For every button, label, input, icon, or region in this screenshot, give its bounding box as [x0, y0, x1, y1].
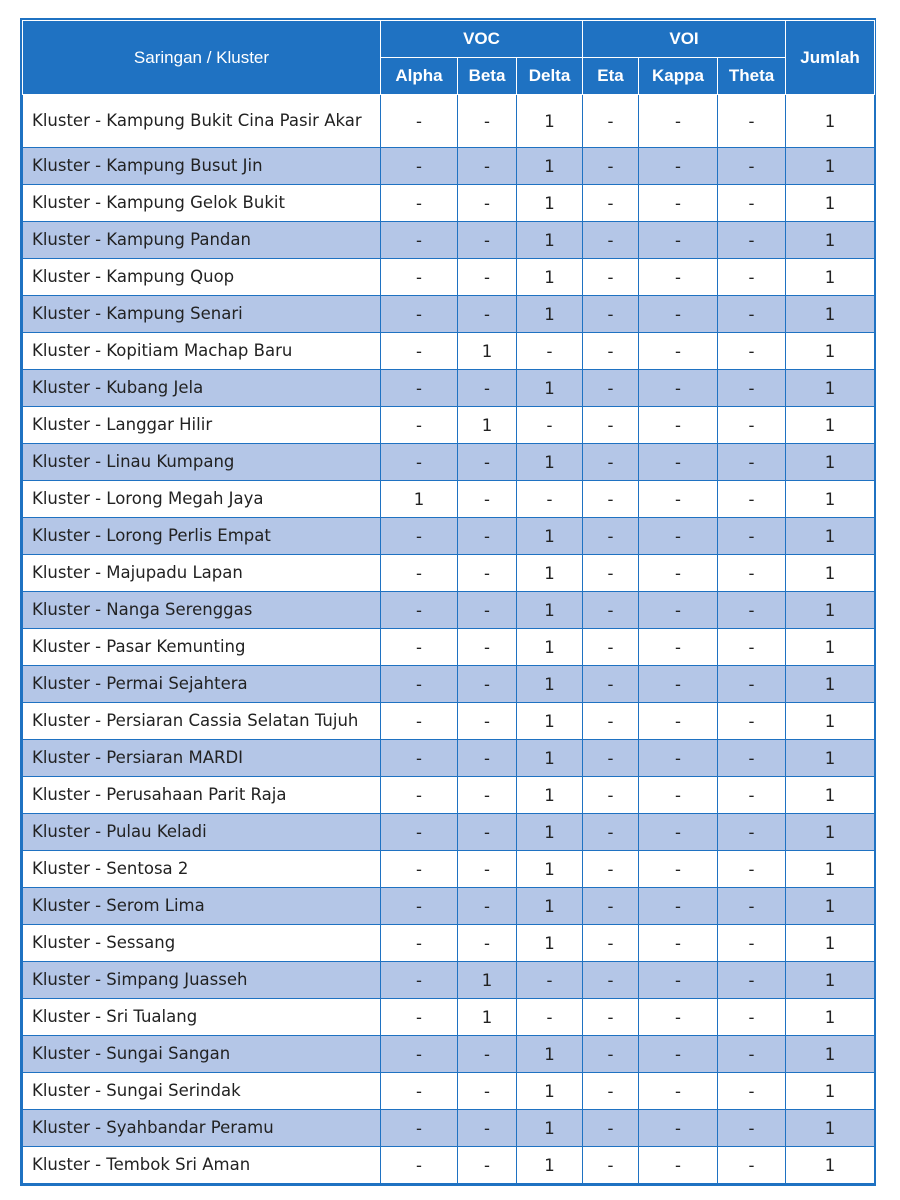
- table-row: [23, 999, 875, 1036]
- count-cell-alpha: -: [381, 814, 458, 851]
- count-cell-eta: -: [583, 814, 639, 851]
- count-cell-eta: -: [583, 1073, 639, 1110]
- table-row: [23, 518, 875, 555]
- count-cell-eta: -: [583, 629, 639, 666]
- table-row: [23, 888, 875, 925]
- cluster-name-cell: Kluster - Lorong Megah Jaya: [23, 481, 381, 518]
- count-cell-alpha: 1: [381, 481, 458, 518]
- header-variant-kappa: Kappa: [639, 58, 718, 95]
- count-cell-alpha: -: [381, 629, 458, 666]
- table-header: [23, 21, 875, 95]
- count-cell-delta: 1: [517, 703, 583, 740]
- header-variant-eta: Eta: [583, 58, 639, 95]
- header-group-voc: VOC: [381, 21, 583, 58]
- count-cell-kappa: -: [639, 925, 718, 962]
- cluster-name-cell: Kluster - Perusahaan Parit Raja: [23, 777, 381, 814]
- count-cell-theta: -: [718, 999, 786, 1036]
- cluster-name-cell: Kluster - Serom Lima: [23, 888, 381, 925]
- count-cell-theta: -: [718, 518, 786, 555]
- header-total-column: Jumlah: [786, 21, 875, 95]
- total-cell: 1: [786, 222, 875, 259]
- count-cell-beta: -: [458, 814, 517, 851]
- total-cell: 1: [786, 481, 875, 518]
- cluster-name-cell: Kluster - Pasar Kemunting: [23, 629, 381, 666]
- count-cell-delta: 1: [517, 814, 583, 851]
- cluster-name-cell: Kluster - Sentosa 2: [23, 851, 381, 888]
- count-cell-kappa: -: [639, 555, 718, 592]
- count-cell-delta: 1: [517, 95, 583, 148]
- count-cell-eta: -: [583, 222, 639, 259]
- cluster-name-cell: Kluster - Kampung Gelok Bukit: [23, 185, 381, 222]
- count-cell-delta: 1: [517, 222, 583, 259]
- count-cell-alpha: -: [381, 925, 458, 962]
- count-cell-delta: 1: [517, 629, 583, 666]
- count-cell-beta: 1: [458, 962, 517, 999]
- count-cell-eta: -: [583, 703, 639, 740]
- cluster-name-cell: Kluster - Kampung Pandan: [23, 222, 381, 259]
- count-cell-alpha: -: [381, 1147, 458, 1184]
- count-cell-theta: -: [718, 629, 786, 666]
- count-cell-beta: -: [458, 444, 517, 481]
- cluster-name-cell: Kluster - Kampung Quop: [23, 259, 381, 296]
- count-cell-kappa: -: [639, 666, 718, 703]
- count-cell-kappa: -: [639, 1073, 718, 1110]
- count-cell-kappa: -: [639, 95, 718, 148]
- table-row: [23, 370, 875, 407]
- count-cell-kappa: -: [639, 962, 718, 999]
- count-cell-kappa: -: [639, 629, 718, 666]
- count-cell-theta: -: [718, 925, 786, 962]
- count-cell-kappa: -: [639, 222, 718, 259]
- count-cell-alpha: -: [381, 777, 458, 814]
- count-cell-theta: -: [718, 296, 786, 333]
- count-cell-beta: 1: [458, 333, 517, 370]
- count-cell-delta: 1: [517, 888, 583, 925]
- total-cell: 1: [786, 703, 875, 740]
- cluster-name-cell: Kluster - Kopitiam Machap Baru: [23, 333, 381, 370]
- total-cell: 1: [786, 148, 875, 185]
- table-row: [23, 148, 875, 185]
- count-cell-theta: -: [718, 1110, 786, 1147]
- count-cell-beta: -: [458, 1036, 517, 1073]
- count-cell-delta: 1: [517, 1073, 583, 1110]
- count-cell-beta: -: [458, 740, 517, 777]
- count-cell-theta: -: [718, 555, 786, 592]
- count-cell-delta: 1: [517, 1110, 583, 1147]
- count-cell-delta: 1: [517, 1147, 583, 1184]
- count-cell-eta: -: [583, 333, 639, 370]
- count-cell-beta: -: [458, 296, 517, 333]
- count-cell-kappa: -: [639, 1110, 718, 1147]
- count-cell-theta: -: [718, 148, 786, 185]
- count-cell-alpha: -: [381, 962, 458, 999]
- count-cell-kappa: -: [639, 592, 718, 629]
- total-cell: 1: [786, 851, 875, 888]
- table-row: [23, 962, 875, 999]
- cluster-name-cell: Kluster - Sri Tualang: [23, 999, 381, 1036]
- count-cell-delta: 1: [517, 740, 583, 777]
- cluster-name-cell: Kluster - Persiaran Cassia Selatan Tujuh: [23, 703, 381, 740]
- count-cell-eta: -: [583, 962, 639, 999]
- count-cell-alpha: -: [381, 999, 458, 1036]
- count-cell-alpha: -: [381, 518, 458, 555]
- count-cell-delta: 1: [517, 925, 583, 962]
- count-cell-delta: 1: [517, 444, 583, 481]
- table-row: [23, 592, 875, 629]
- count-cell-theta: -: [718, 666, 786, 703]
- count-cell-beta: -: [458, 222, 517, 259]
- total-cell: 1: [786, 814, 875, 851]
- count-cell-beta: -: [458, 148, 517, 185]
- count-cell-kappa: -: [639, 148, 718, 185]
- table-row: [23, 481, 875, 518]
- table-row: [23, 1110, 875, 1147]
- count-cell-beta: -: [458, 1110, 517, 1147]
- total-cell: 1: [786, 777, 875, 814]
- count-cell-beta: -: [458, 777, 517, 814]
- count-cell-beta: -: [458, 925, 517, 962]
- cluster-name-cell: Kluster - Lorong Perlis Empat: [23, 518, 381, 555]
- count-cell-delta: 1: [517, 592, 583, 629]
- count-cell-kappa: -: [639, 407, 718, 444]
- table-row: [23, 444, 875, 481]
- count-cell-beta: -: [458, 95, 517, 148]
- count-cell-delta: 1: [517, 666, 583, 703]
- count-cell-delta: 1: [517, 555, 583, 592]
- count-cell-delta: -: [517, 481, 583, 518]
- count-cell-eta: -: [583, 1036, 639, 1073]
- count-cell-theta: -: [718, 407, 786, 444]
- total-cell: 1: [786, 629, 875, 666]
- cluster-name-cell: Kluster - Kubang Jela: [23, 370, 381, 407]
- count-cell-alpha: -: [381, 1073, 458, 1110]
- cluster-name-cell: Kluster - Syahbandar Peramu: [23, 1110, 381, 1147]
- total-cell: 1: [786, 296, 875, 333]
- count-cell-eta: -: [583, 1147, 639, 1184]
- count-cell-theta: -: [718, 962, 786, 999]
- total-cell: 1: [786, 185, 875, 222]
- total-cell: 1: [786, 999, 875, 1036]
- count-cell-alpha: -: [381, 333, 458, 370]
- table-row: [23, 1147, 875, 1184]
- table-row: [23, 333, 875, 370]
- count-cell-kappa: -: [639, 777, 718, 814]
- table-row: [23, 851, 875, 888]
- count-cell-eta: -: [583, 185, 639, 222]
- table-row: [23, 814, 875, 851]
- table-row: [23, 185, 875, 222]
- count-cell-alpha: -: [381, 407, 458, 444]
- header-variant-delta: Delta: [517, 58, 583, 95]
- count-cell-eta: -: [583, 481, 639, 518]
- count-cell-eta: -: [583, 777, 639, 814]
- count-cell-alpha: -: [381, 592, 458, 629]
- count-cell-beta: 1: [458, 999, 517, 1036]
- count-cell-beta: -: [458, 703, 517, 740]
- count-cell-beta: -: [458, 888, 517, 925]
- count-cell-kappa: -: [639, 296, 718, 333]
- cluster-name-cell: Kluster - Kampung Senari: [23, 296, 381, 333]
- count-cell-theta: -: [718, 592, 786, 629]
- count-cell-beta: -: [458, 851, 517, 888]
- count-cell-eta: -: [583, 888, 639, 925]
- count-cell-alpha: -: [381, 444, 458, 481]
- count-cell-beta: -: [458, 629, 517, 666]
- count-cell-theta: -: [718, 370, 786, 407]
- count-cell-alpha: -: [381, 296, 458, 333]
- table-row: [23, 777, 875, 814]
- table-row: [23, 296, 875, 333]
- cluster-name-cell: Kluster - Pulau Keladi: [23, 814, 381, 851]
- total-cell: 1: [786, 1073, 875, 1110]
- count-cell-delta: 1: [517, 518, 583, 555]
- count-cell-kappa: -: [639, 259, 718, 296]
- count-cell-beta: -: [458, 666, 517, 703]
- count-cell-alpha: -: [381, 703, 458, 740]
- count-cell-alpha: -: [381, 370, 458, 407]
- count-cell-eta: -: [583, 259, 639, 296]
- cluster-name-cell: Kluster - Linau Kumpang: [23, 444, 381, 481]
- count-cell-kappa: -: [639, 185, 718, 222]
- count-cell-theta: -: [718, 444, 786, 481]
- total-cell: 1: [786, 666, 875, 703]
- count-cell-alpha: -: [381, 1110, 458, 1147]
- count-cell-beta: -: [458, 1147, 517, 1184]
- total-cell: 1: [786, 407, 875, 444]
- count-cell-alpha: -: [381, 148, 458, 185]
- cluster-name-cell: Kluster - Nanga Serenggas: [23, 592, 381, 629]
- count-cell-beta: -: [458, 370, 517, 407]
- count-cell-kappa: -: [639, 740, 718, 777]
- table-row: [23, 703, 875, 740]
- count-cell-kappa: -: [639, 370, 718, 407]
- count-cell-theta: -: [718, 185, 786, 222]
- cluster-name-cell: Kluster - Sungai Serindak: [23, 1073, 381, 1110]
- count-cell-beta: -: [458, 1073, 517, 1110]
- total-cell: 1: [786, 740, 875, 777]
- count-cell-delta: -: [517, 333, 583, 370]
- count-cell-alpha: -: [381, 1036, 458, 1073]
- count-cell-alpha: -: [381, 740, 458, 777]
- table-row: [23, 259, 875, 296]
- count-cell-eta: -: [583, 370, 639, 407]
- table-row: [23, 629, 875, 666]
- count-cell-alpha: -: [381, 222, 458, 259]
- count-cell-kappa: -: [639, 888, 718, 925]
- count-cell-kappa: -: [639, 518, 718, 555]
- table-body: [23, 95, 875, 1184]
- count-cell-theta: -: [718, 259, 786, 296]
- count-cell-theta: -: [718, 814, 786, 851]
- cluster-name-cell: Kluster - Sungai Sangan: [23, 1036, 381, 1073]
- table-row: [23, 740, 875, 777]
- count-cell-beta: -: [458, 259, 517, 296]
- table-row: [23, 407, 875, 444]
- count-cell-beta: -: [458, 592, 517, 629]
- count-cell-delta: 1: [517, 370, 583, 407]
- count-cell-eta: -: [583, 555, 639, 592]
- count-cell-theta: -: [718, 95, 786, 148]
- count-cell-kappa: -: [639, 1036, 718, 1073]
- count-cell-alpha: -: [381, 259, 458, 296]
- count-cell-eta: -: [583, 95, 639, 148]
- count-cell-theta: -: [718, 740, 786, 777]
- table-row: [23, 1073, 875, 1110]
- count-cell-kappa: -: [639, 444, 718, 481]
- count-cell-delta: -: [517, 407, 583, 444]
- count-cell-theta: -: [718, 703, 786, 740]
- total-cell: 1: [786, 925, 875, 962]
- count-cell-eta: -: [583, 925, 639, 962]
- count-cell-alpha: -: [381, 666, 458, 703]
- count-cell-theta: -: [718, 1147, 786, 1184]
- count-cell-beta: -: [458, 185, 517, 222]
- count-cell-alpha: -: [381, 95, 458, 148]
- count-cell-alpha: -: [381, 555, 458, 592]
- count-cell-eta: -: [583, 296, 639, 333]
- total-cell: 1: [786, 962, 875, 999]
- table-row: [23, 666, 875, 703]
- total-cell: 1: [786, 1110, 875, 1147]
- total-cell: 1: [786, 1147, 875, 1184]
- count-cell-delta: 1: [517, 1036, 583, 1073]
- header-group-voi: VOI: [583, 21, 786, 58]
- count-cell-delta: 1: [517, 259, 583, 296]
- total-cell: 1: [786, 592, 875, 629]
- count-cell-eta: -: [583, 1110, 639, 1147]
- total-cell: 1: [786, 95, 875, 148]
- table-row: [23, 95, 875, 148]
- table-row: [23, 222, 875, 259]
- count-cell-delta: -: [517, 999, 583, 1036]
- total-cell: 1: [786, 1036, 875, 1073]
- count-cell-delta: 1: [517, 185, 583, 222]
- count-cell-delta: 1: [517, 296, 583, 333]
- count-cell-beta: -: [458, 518, 517, 555]
- count-cell-alpha: -: [381, 888, 458, 925]
- cluster-name-cell: Kluster - Kampung Bukit Cina Pasir Akar: [23, 95, 381, 148]
- count-cell-eta: -: [583, 666, 639, 703]
- count-cell-kappa: -: [639, 851, 718, 888]
- count-cell-alpha: -: [381, 185, 458, 222]
- count-cell-kappa: -: [639, 999, 718, 1036]
- total-cell: 1: [786, 555, 875, 592]
- total-cell: 1: [786, 370, 875, 407]
- cluster-name-cell: Kluster - Permai Sejahtera: [23, 666, 381, 703]
- cluster-variant-table-container: [20, 18, 876, 1186]
- count-cell-theta: -: [718, 777, 786, 814]
- count-cell-delta: 1: [517, 777, 583, 814]
- count-cell-eta: -: [583, 148, 639, 185]
- total-cell: 1: [786, 518, 875, 555]
- header-variant-theta: Theta: [718, 58, 786, 95]
- count-cell-delta: -: [517, 962, 583, 999]
- count-cell-delta: 1: [517, 148, 583, 185]
- count-cell-kappa: -: [639, 703, 718, 740]
- count-cell-eta: -: [583, 740, 639, 777]
- table-row: [23, 555, 875, 592]
- cluster-name-cell: Kluster - Persiaran MARDI: [23, 740, 381, 777]
- count-cell-theta: -: [718, 851, 786, 888]
- count-cell-eta: -: [583, 444, 639, 481]
- cluster-name-cell: Kluster - Majupadu Lapan: [23, 555, 381, 592]
- count-cell-beta: 1: [458, 407, 517, 444]
- count-cell-beta: -: [458, 555, 517, 592]
- count-cell-eta: -: [583, 407, 639, 444]
- cluster-name-cell: Kluster - Tembok Sri Aman: [23, 1147, 381, 1184]
- count-cell-theta: -: [718, 222, 786, 259]
- cluster-name-cell: Kluster - Sessang: [23, 925, 381, 962]
- count-cell-kappa: -: [639, 481, 718, 518]
- table-row: [23, 1036, 875, 1073]
- count-cell-alpha: -: [381, 851, 458, 888]
- count-cell-kappa: -: [639, 333, 718, 370]
- header-variant-beta: Beta: [458, 58, 517, 95]
- count-cell-kappa: -: [639, 814, 718, 851]
- total-cell: 1: [786, 888, 875, 925]
- total-cell: 1: [786, 259, 875, 296]
- total-cell: 1: [786, 444, 875, 481]
- cluster-variant-table: [22, 20, 875, 1184]
- cluster-name-cell: Kluster - Kampung Busut Jin: [23, 148, 381, 185]
- count-cell-eta: -: [583, 999, 639, 1036]
- count-cell-eta: -: [583, 518, 639, 555]
- count-cell-theta: -: [718, 1036, 786, 1073]
- count-cell-kappa: -: [639, 1147, 718, 1184]
- count-cell-theta: -: [718, 481, 786, 518]
- count-cell-beta: -: [458, 481, 517, 518]
- count-cell-delta: 1: [517, 851, 583, 888]
- header-name-column: Saringan / Kluster: [23, 21, 381, 95]
- count-cell-eta: -: [583, 592, 639, 629]
- count-cell-theta: -: [718, 1073, 786, 1110]
- count-cell-theta: -: [718, 333, 786, 370]
- count-cell-eta: -: [583, 851, 639, 888]
- cluster-name-cell: Kluster - Langgar Hilir: [23, 407, 381, 444]
- cluster-name-cell: Kluster - Simpang Juasseh: [23, 962, 381, 999]
- count-cell-theta: -: [718, 888, 786, 925]
- table-row: [23, 925, 875, 962]
- total-cell: 1: [786, 333, 875, 370]
- header-variant-alpha: Alpha: [381, 58, 458, 95]
